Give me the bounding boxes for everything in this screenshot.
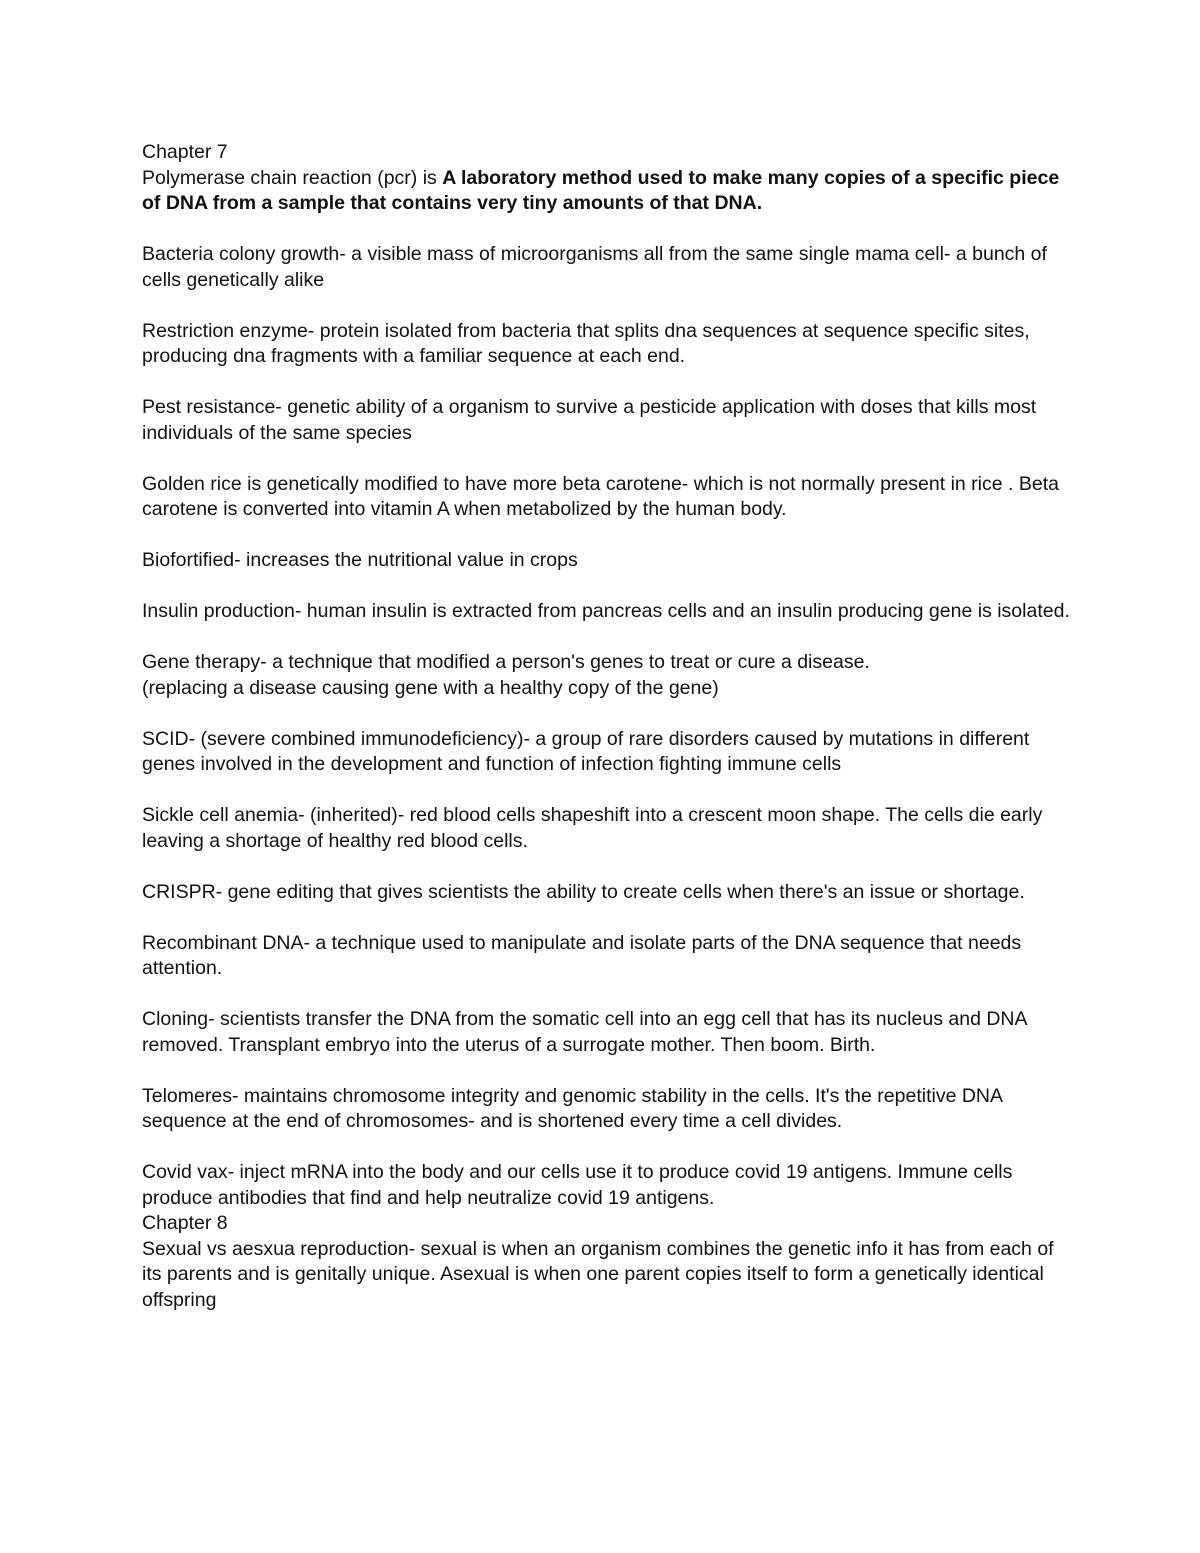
recombinant-dna-entry: Recombinant DNA- a technique used to manipulate and isolate parts of the DNA sequence that needs attention. xyxy=(142,931,1022,979)
pcr-term: Polymerase chain reaction (pcr) is xyxy=(142,166,443,189)
chapter-8-heading: Chapter 8 xyxy=(142,1212,228,1234)
reproduction-entry: Sexual vs aesxua reproduction- sexual is when an organism combines the genetic info it has from each of its parents and is genitally unique. Asexual is when one parent copies itself to form a genetically identical offspring xyxy=(142,1237,1054,1311)
cloning-entry: Cloning- scientists transfer the DNA from the somatic cell into an egg cell that has its nucleus and DNA removed. Transplant embryo into the uterus of a surrogate mother. Then boom. Birth. xyxy=(142,1008,1027,1056)
pest-resistance-entry: Pest resistance- genetic ability of a organism to survive a pesticide application with doses that kills most individuals of the same species xyxy=(142,396,1037,444)
pcr-bold-definition: A laboratory method used to make many copies of a specific piece of DNA from a sample that contains very tiny amounts of that DNA. xyxy=(142,166,1060,214)
crispr-entry: CRISPR- gene editing that gives scientists the ability to create cells when there's an issue or shortage. xyxy=(142,880,1025,903)
sickle-cell-entry: Sickle cell anemia- (inherited)- red blood cells shapeshift into a crescent moon shape. The cells die early leaving a shortage of healthy red blood cells. xyxy=(142,804,1043,852)
pcr-definition xyxy=(142,166,1072,217)
bacteria-colony-entry: Bacteria colony growth- a visible mass of microorganisms all from the same single mama cell- a bunch of cells genetically alike xyxy=(142,243,1047,291)
covid-vax-entry: Covid vax- inject mRNA into the body and our cells use it to produce covid 19 antigens. Immune cells produce antibodies that find and help neutralize covid 19 antigens. xyxy=(142,1161,1013,1209)
chapter-7-heading: Chapter 7 xyxy=(142,141,228,163)
document-page xyxy=(142,140,1072,1313)
restriction-enzyme-entry: Restriction enzyme- protein isolated from bacteria that splits dna sequences at sequence specific sites, producing dna fragments with a familiar sequence at each end. xyxy=(142,319,1030,367)
gene-therapy-note: (replacing a disease causing gene with a healthy copy of the gene) xyxy=(142,676,719,699)
biofortified-entry: Biofortified- increases the nutritional value in crops xyxy=(142,549,578,571)
insulin-production-entry: Insulin production- human insulin is extracted from pancreas cells and an insulin producing gene is isolated. xyxy=(142,600,1070,622)
golden-rice-entry: Golden rice is genetically modified to have more beta carotene- which is not normally present in rice . Beta carotene is converted into vitamin A when metabolized by the human body. xyxy=(142,472,1059,520)
scid-entry: SCID- (severe combined immunodeficiency)- a group of rare disorders caused by mutations in different genes involved in the development and function of infection fighting immune cells xyxy=(142,727,1030,775)
gene-therapy-entry: Gene therapy- a technique that modified a person's genes to treat or cure a disease. xyxy=(142,651,870,673)
telomeres-entry: Telomeres- maintains chromosome integrity and genomic stability in the cells. It's the repetitive DNA sequence at the end of chromosomes- and is shortened every time a cell divides. xyxy=(142,1084,1002,1132)
